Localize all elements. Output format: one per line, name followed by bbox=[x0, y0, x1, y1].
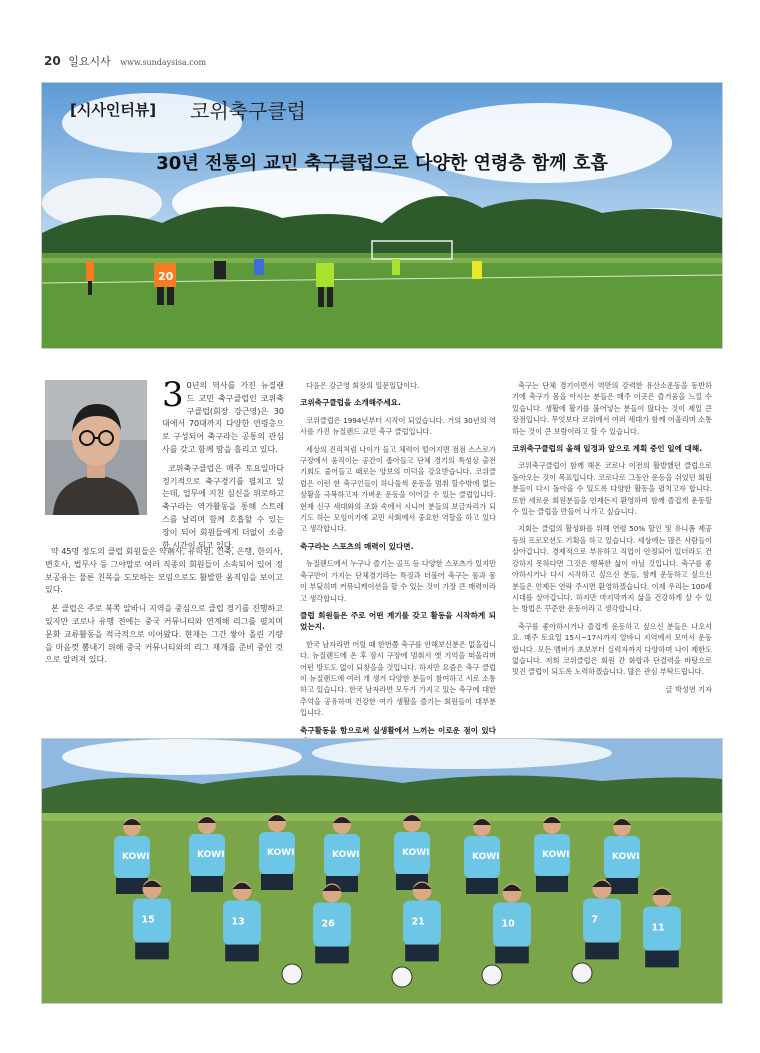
article-headline: 30년 전통의 교민 축구클럽으로 다양한 연령층 함께 호흡 bbox=[156, 153, 608, 174]
jersey-text: KOWI bbox=[402, 848, 430, 858]
jersey-text: 10 bbox=[501, 918, 515, 930]
football bbox=[282, 964, 302, 984]
article-column-2 bbox=[300, 380, 496, 753]
interview-question: 코위축구클럽을 소개해주세요. bbox=[300, 398, 401, 408]
jersey-text: 11 bbox=[651, 922, 665, 934]
page-header bbox=[44, 53, 206, 69]
article-column-1 bbox=[45, 546, 283, 673]
president-portrait bbox=[45, 380, 147, 515]
interview-question: 축구활동을 함으로써 실생활에서 느끼는 이로운 점이 있다 bbox=[300, 725, 496, 735]
jersey-text: 15 bbox=[141, 914, 155, 926]
paragraph: 코위축구클럽은 매주 토요일마다 정기적으로 축구경기를 펼치고 있는데, 업무에 지친 심신을 위로하고 축구라는 역가활동을 통해 스트레스를 날리며 함께 호흡할 수 있는 장이 되어 회원들에게 더없이 소중한 시간이 되고 있다. bbox=[162, 463, 284, 550]
team-photo bbox=[41, 738, 723, 1004]
publication-site: www.sundaysisa.com bbox=[120, 58, 207, 67]
interview-intro: 다음은 강근영 회장의 일문일답이다. bbox=[306, 381, 420, 390]
article-kicker: [시사인터뷰] bbox=[70, 101, 157, 119]
jersey-text: KOWI bbox=[542, 850, 570, 860]
team-photo-illustration bbox=[42, 739, 722, 1003]
jersey-text: KOWI bbox=[267, 848, 295, 858]
article-lead bbox=[162, 375, 284, 558]
football bbox=[572, 963, 592, 983]
interview-answer: 축구를 좋아하시거나 즐겁게 운동하고 싶으신 분들은 나오셔요. 매주 토요일 15시~17시까지 알바니 지역에서 모여서 운동합니다. 모든 멤버가 초보부터 실력자까지 다양하며 나이 제한도 없습니다. 저희 코위클럽은 회원 간 화합과 단결력을 바탕으로 멋진 클럽이 되도록 노력하겠습니다. 많은 관심 부탁드립니다. bbox=[512, 621, 712, 677]
dropcap: 3 bbox=[162, 375, 184, 415]
interview-question: 축구라는 스포츠의 매력이 있다면. bbox=[300, 541, 414, 551]
interview-answer: 코위축구클럽이 함께 해온 코로나 이전의 활발했던 클럽으로 돌아오는 것이 목표입니다. 코로나로 그동안 운동을 쉬었던 회원분들이 다시 돌아올 수 있도록 다양한 활동을 펼치고자 합니다. 또한 새로운 회원분들을 언제든지 환영하며 함께 즐겁게 운동할 수 있는 클럽을 만들어 나가고 싶습니다. bbox=[512, 461, 712, 517]
page-number: 20 bbox=[44, 54, 61, 68]
interview-answer: 뉴질랜드에서 누구나 즐기는 골프 등 다양한 스포츠가 있지만 축구만이 가지는 단체경기라는 특징과 더불어 축구는 몸과 몸이 부딪히며 커뮤니케이션을 할 수 있는 것이 가장 큰 매력이라고 생각합니다. bbox=[300, 559, 496, 603]
hero-photo bbox=[41, 82, 723, 349]
football bbox=[482, 965, 502, 985]
hero-field-illustration bbox=[42, 83, 722, 348]
interview-answer: 한국 남자라면 어릴 때 한번쯤 축구를 안해보신분은 없을겁니다. 뉴질랜드에 온 후 잠시 구장에 멈춰서 옛 기억을 떠올리며 어떤 방도도 없이 되찾을을 것입니다. 하지만 요즘은 축구 클럽이 뉴질랜드에 여러 개 생겨 다양한 분들이 참여하고 서로 소통하고 있습니다. 한국 남자라면 모두가 가지고 있는 축구에 대한 추억을 공유하며 건강한 여가 생활을 즐기는 회원들이 대부분입니다. bbox=[300, 639, 496, 718]
interview-answer: 지회는 클럽의 활성화를 위해 연령 50% 할인 및 유니폼 제공 등의 프로모션도 기획을 하고 있습니다. 세상에는 많은 사람들이 살아갑니다. 경제적으로 부유하고 직업이 안정되어 있더라도 건강하지 못하다면 그것은 행복한 삶이 아닐 것입니다. 축구를 좋아하시거나 다시 시작하고 싶으신 분들, 함께 운동하고 싶으신 분들은 언제든 연락 주시면 환영하겠습니다. 이제 우리는 100세 시대를 살아갑니다. 하지만 마지막까지 삶을 건강하게 살 수 있는 방법은 꾸준한 운동이라고 생각합니다. bbox=[512, 524, 712, 614]
jersey-text: 7 bbox=[591, 914, 599, 926]
article-column-3 bbox=[512, 380, 712, 701]
byline: 글 박성연 기자 bbox=[665, 684, 712, 694]
interview-question: 코위축구클럽의 올해 일정과 앞으로 계획 중인 일에 대해. bbox=[512, 444, 703, 454]
paragraph: 약 45명 정도의 클럽 회원들은 약剤사, 유학원, 건축, 은행, 한의사, 변호사, 법무사 등 그야말로 여러 직종의 회원들이 소속되어 있어 정보공유는 물론 친목을 도모하는 모임으로도 활발한 움직임을 보이고 있다. bbox=[45, 547, 283, 595]
jersey-text: 26 bbox=[321, 918, 335, 930]
lead-paragraph: 0년의 역사를 가진 뉴질랜드 교민 축구클럽인 코위축구클럽(회장 강근영)은 30대에서 70대까지 다양한 연령층으로 구성되어 축구라는 공통의 관심사를 갖고 함께 땀을 흘리고 있다. bbox=[162, 381, 284, 454]
jersey-text: KOWI bbox=[472, 852, 500, 862]
interview-answer: 코위클럽은 1994년부터 시작이 되었습니다. 거의 30년의 역사를 가진 뉴질랜드 교민 축구 클럽입니다. bbox=[300, 415, 496, 437]
football bbox=[392, 967, 412, 987]
jersey-text: KOWI bbox=[122, 852, 150, 862]
paragraph: 본 클럽은 주로 북쪽 알바니 지역을 중심으로 클럽 경기를 진행하고 있지만 코로나 유행 전에는 중국 커뮤니티와 연계해 리그를 펼치며 문화 교류활동을 적극적으로 이어왔다. 현재는 그간 쌓아 올린 기량을 마음껏 뽐내기 위해 중국 커뮤니티와의 리그 재개를 준비 중인 것으로 알려져 있다. bbox=[45, 604, 283, 665]
interview-question: 클럽 회원들은 주로 어떤 계기를 갖고 활동을 시작하게 되었는지. bbox=[300, 610, 496, 632]
jersey-text: KOWI bbox=[197, 850, 225, 860]
jersey-text: KOWI bbox=[332, 850, 360, 860]
article-kicker-title: 코위축구클럽 bbox=[190, 99, 306, 123]
publication-name: 일요시사 bbox=[68, 55, 111, 68]
jersey-text: KOWI bbox=[612, 852, 640, 862]
hero-jersey-number: 20 bbox=[158, 270, 174, 283]
jersey-text: 21 bbox=[411, 916, 425, 928]
interview-answer: 세상의 진리처럼 나이가 들고 체력이 떨어지면 점점 스스로가 구장에서 움직이는 공간이 좁아들고 단체 경기의 특성상 출전기회도 줄어들고 때로는 양보의 미덕을 강요받습니다. 코위클럽은 이런 한 축구인들이 하나둘씩 운동을 멈춰 할수밖에 없는 상황을 극복하고자 가벼운 운동을 이어갈 수 있는 클럽입니다. 현재 신구 세대와의 조화 속에서 시니어 분들의 보금자리가 되기도 하는 모임이기에 교민 사회에서 중요한 역할을 하고 있다고 생각합니다. bbox=[300, 444, 496, 534]
jersey-text: 13 bbox=[231, 916, 245, 928]
interview-answer: 축구는 단체 경기이면서 역만의 강력한 유산소운동을 동반하기에 축구가 몸을 아시는 분들은 매주 이곳은 즐거움을 느낄 수 있습니다. 생활에 활기를 불어넣는 분들이 많다는 것이 제일 큰 장점입니다. 무엇보다 코위에서 여러 세대가 함께 어울리며 소통하는 것이 큰 보람이라고 할 수 있습니다. bbox=[512, 381, 712, 436]
